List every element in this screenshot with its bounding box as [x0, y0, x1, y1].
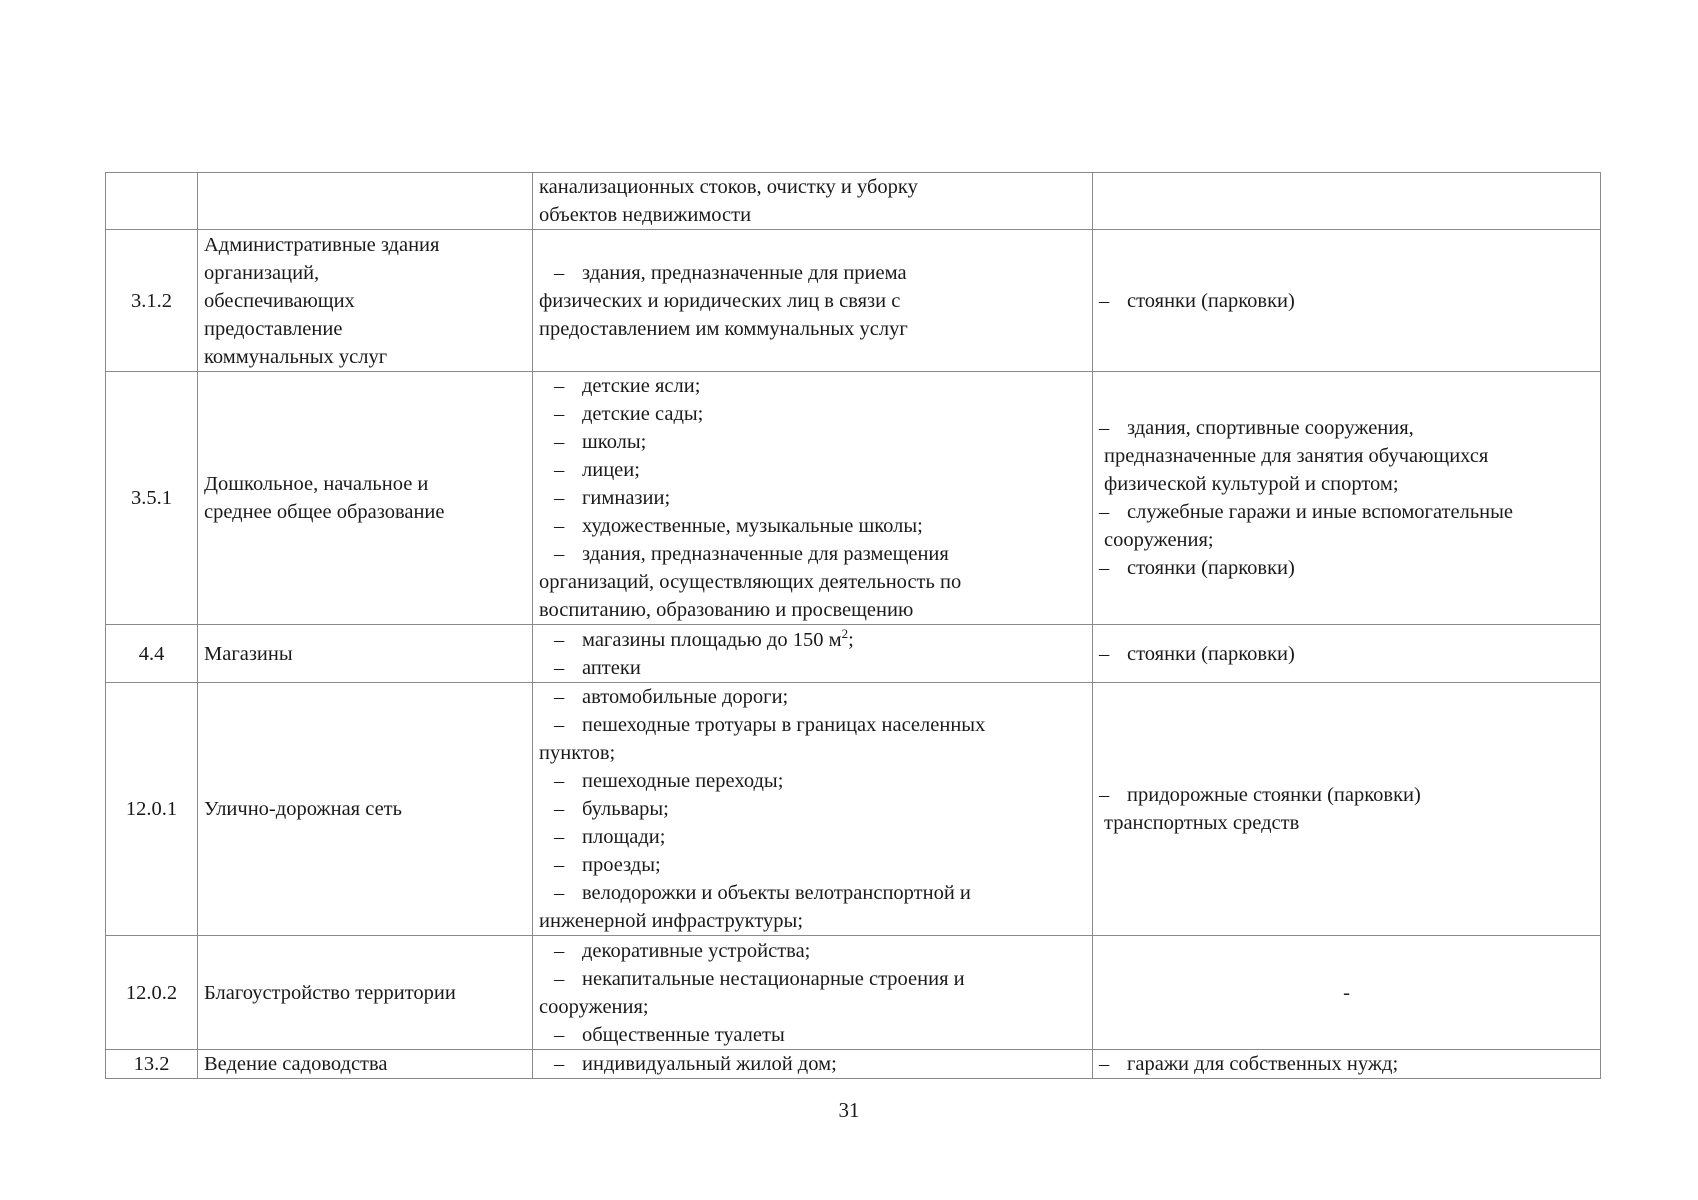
main-use-item	[539, 400, 1086, 428]
aux-use-item	[1099, 470, 1594, 498]
table-row	[106, 625, 1601, 683]
dash-marker: –	[1099, 417, 1110, 439]
main-use-item	[539, 484, 1086, 512]
dash-marker: –	[554, 431, 565, 453]
main-use-text: канализационных стоков, очистку и уборку	[539, 176, 918, 198]
name-line: среднее общее образование	[204, 501, 445, 523]
aux-use-item	[1099, 809, 1594, 837]
main-use-item	[539, 512, 1086, 540]
main-use-item	[539, 965, 1086, 993]
main-use-text: аптеки	[582, 656, 641, 679]
dash-marker: –	[554, 543, 565, 565]
name-line: Административные здания	[204, 233, 440, 256]
auxiliary-uses: -	[1093, 936, 1601, 1050]
main-use-item	[539, 372, 1086, 400]
main-use-text: автомобильные дороги;	[582, 686, 789, 708]
auxiliary-uses	[1093, 372, 1601, 625]
main-uses	[533, 625, 1093, 683]
main-use-item	[539, 711, 1086, 739]
page-number: 31	[838, 1098, 860, 1122]
row-name	[198, 173, 533, 230]
row-code: 3.1.2	[106, 230, 198, 372]
main-use-item	[539, 540, 1086, 568]
name-line: Дошкольное, начальное и	[204, 473, 429, 495]
table-row	[106, 230, 1601, 372]
main-use-text: инженерной инфраструктуры;	[539, 910, 804, 932]
name-line: обеспечивающих	[204, 289, 355, 312]
aux-use-text: предназначенные для занятия обучающихся	[1104, 445, 1489, 467]
dash-marker: –	[554, 261, 565, 284]
dash-marker: –	[554, 403, 565, 425]
main-use-item	[539, 937, 1086, 965]
dash-marker: –	[554, 939, 565, 962]
main-use-text: гимназии;	[582, 487, 671, 509]
main-use-text: воспитанию, образованию и просвещению	[539, 599, 914, 621]
aux-use-text: придорожные стоянки (парковки)	[1127, 784, 1421, 806]
name-line: Ведение садоводства	[204, 1053, 388, 1075]
main-uses	[533, 372, 1093, 625]
main-uses	[533, 936, 1093, 1050]
dash-marker: –	[1099, 1053, 1110, 1075]
aux-use-text: стоянки (парковки)	[1127, 557, 1295, 579]
row-code: 13.2	[106, 1050, 198, 1079]
row-code: 4.4	[106, 625, 198, 683]
table-body	[106, 173, 1601, 1079]
row-name	[198, 936, 533, 1050]
main-use-item	[539, 907, 1086, 935]
punctuation: ;	[848, 628, 854, 651]
main-use-text: сооружения;	[539, 995, 649, 1018]
table-row	[106, 173, 1601, 230]
aux-use-item	[1099, 640, 1594, 668]
main-use-text: предоставлением им коммунальных услуг	[539, 317, 908, 340]
main-use-text: общественные туалеты	[582, 1023, 785, 1046]
main-use-text: здания, предназначенные для приема	[582, 261, 907, 284]
aux-use-text: здания, спортивные сооружения,	[1127, 417, 1414, 439]
auxiliary-uses	[1093, 1050, 1601, 1079]
row-name	[198, 625, 533, 683]
row-name	[198, 372, 533, 625]
aux-use-text: физической культурой и спортом;	[1104, 473, 1399, 495]
dash-marker: –	[554, 826, 565, 848]
main-use-text: здания, предназначенные для размещения	[582, 543, 949, 565]
dash-marker: –	[1099, 557, 1110, 579]
main-use-item	[539, 173, 1086, 201]
main-use-text: магазины площадью до 150 м	[582, 628, 842, 651]
row-code	[106, 173, 198, 230]
dash-marker: –	[554, 375, 565, 397]
aux-use-item	[1099, 526, 1594, 554]
row-name	[198, 683, 533, 936]
main-use-item	[539, 287, 1086, 315]
aux-use-item	[1099, 554, 1594, 582]
main-use-item	[539, 568, 1086, 596]
name-line: Улично-дорожная сеть	[204, 798, 402, 820]
main-use-text: проезды;	[582, 854, 661, 876]
aux-use-text: сооружения;	[1104, 529, 1214, 551]
dash-marker: –	[554, 686, 565, 708]
main-use-item	[539, 879, 1086, 907]
name-line: коммунальных услуг	[204, 345, 388, 368]
aux-use-text: гаражи для собственных нужд;	[1127, 1053, 1399, 1075]
main-use-text: объектов недвижимости	[539, 204, 752, 226]
dash-marker: –	[554, 967, 565, 990]
main-use-text: бульвары;	[582, 798, 669, 820]
main-use-text: пешеходные переходы;	[582, 770, 784, 792]
main-use-item	[539, 456, 1086, 484]
aux-use-item	[1099, 287, 1594, 315]
main-uses	[533, 1050, 1093, 1079]
dash-marker: –	[554, 628, 565, 651]
dash-marker: –	[1099, 642, 1110, 665]
dash-marker: –	[554, 798, 565, 820]
table-row	[106, 372, 1601, 625]
main-use-text: пунктов;	[539, 742, 616, 764]
row-code: 12.0.2	[106, 936, 198, 1050]
main-use-text: детские сады;	[582, 403, 704, 425]
auxiliary-uses	[1093, 173, 1601, 230]
main-use-text: организаций, осуществляющих деятельность по	[539, 571, 962, 593]
main-use-item	[539, 993, 1086, 1021]
main-use-text: декоративные устройства;	[582, 939, 811, 962]
name-line: организаций,	[204, 261, 320, 284]
dash-marker: –	[554, 656, 565, 679]
table-row	[106, 683, 1601, 936]
main-uses	[533, 683, 1093, 936]
row-code: 3.5.1	[106, 372, 198, 625]
aux-use-text: стоянки (парковки)	[1127, 289, 1295, 312]
aux-use-item	[1099, 442, 1594, 470]
auxiliary-uses	[1093, 683, 1601, 936]
aux-use-item	[1099, 414, 1594, 442]
dash-marker: –	[554, 882, 565, 904]
main-use-item	[539, 596, 1086, 624]
main-use-item	[539, 1050, 1086, 1078]
main-use-item	[539, 654, 1086, 682]
main-use-text: площади;	[582, 826, 666, 848]
row-name	[198, 1050, 533, 1079]
dash-marker: –	[1099, 784, 1110, 806]
main-use-item	[539, 428, 1086, 456]
main-use-text: лицеи;	[582, 459, 640, 481]
aux-use-item	[1099, 781, 1594, 809]
aux-use-text: служебные гаражи и иные вспомогательные	[1127, 501, 1514, 523]
main-use-item	[539, 795, 1086, 823]
main-use-text: некапитальные нестационарные строения и	[582, 967, 965, 990]
main-use-item	[539, 851, 1086, 879]
aux-use-text: транспортных средств	[1104, 812, 1300, 834]
aux-use-item	[1099, 498, 1594, 526]
main-use-text: физических и юридических лиц в связи с	[539, 289, 901, 312]
auxiliary-uses	[1093, 625, 1601, 683]
dash-marker: –	[554, 714, 565, 736]
dash-marker: –	[554, 770, 565, 792]
dash-marker: –	[554, 515, 565, 537]
main-use-text: художественные, музыкальные школы;	[582, 515, 923, 537]
aux-use-text: стоянки (парковки)	[1127, 642, 1295, 665]
dash-marker: –	[1099, 501, 1110, 523]
main-use-item	[539, 315, 1086, 343]
main-use-text: велодорожки и объекты велотранспортной и	[582, 882, 971, 904]
main-use-item	[539, 201, 1086, 229]
auxiliary-uses	[1093, 230, 1601, 372]
table-row	[106, 936, 1601, 1050]
superscript: 2	[841, 625, 849, 641]
main-use-item	[539, 259, 1086, 287]
row-code: 12.0.1	[106, 683, 198, 936]
main-uses	[533, 230, 1093, 372]
name-line: предоставление	[204, 317, 343, 340]
name-line: Благоустройство территории	[204, 981, 456, 1004]
dash-marker: –	[554, 1023, 565, 1046]
main-use-item	[539, 1021, 1086, 1049]
land-use-table	[105, 172, 1601, 1079]
dash-marker: –	[554, 854, 565, 876]
main-use-item	[539, 823, 1086, 851]
main-use-item	[539, 626, 1086, 654]
row-name	[198, 230, 533, 372]
dash-marker: –	[554, 459, 565, 481]
name-line: Магазины	[204, 642, 293, 665]
dash-marker: –	[1099, 289, 1110, 312]
main-use-text: школы;	[582, 431, 647, 453]
main-use-item	[539, 767, 1086, 795]
main-use-text: детские ясли;	[582, 375, 701, 397]
main-use-item	[539, 683, 1086, 711]
dash-marker: –	[554, 487, 565, 509]
aux-use-item	[1099, 1050, 1594, 1078]
main-use-text: пешеходные тротуары в границах населенных	[582, 714, 986, 736]
dash-marker: –	[554, 1053, 565, 1075]
main-use-text: индивидуальный жилой дом;	[582, 1053, 837, 1075]
main-uses	[533, 173, 1093, 230]
main-use-item	[539, 739, 1086, 767]
table-row	[106, 1050, 1601, 1079]
